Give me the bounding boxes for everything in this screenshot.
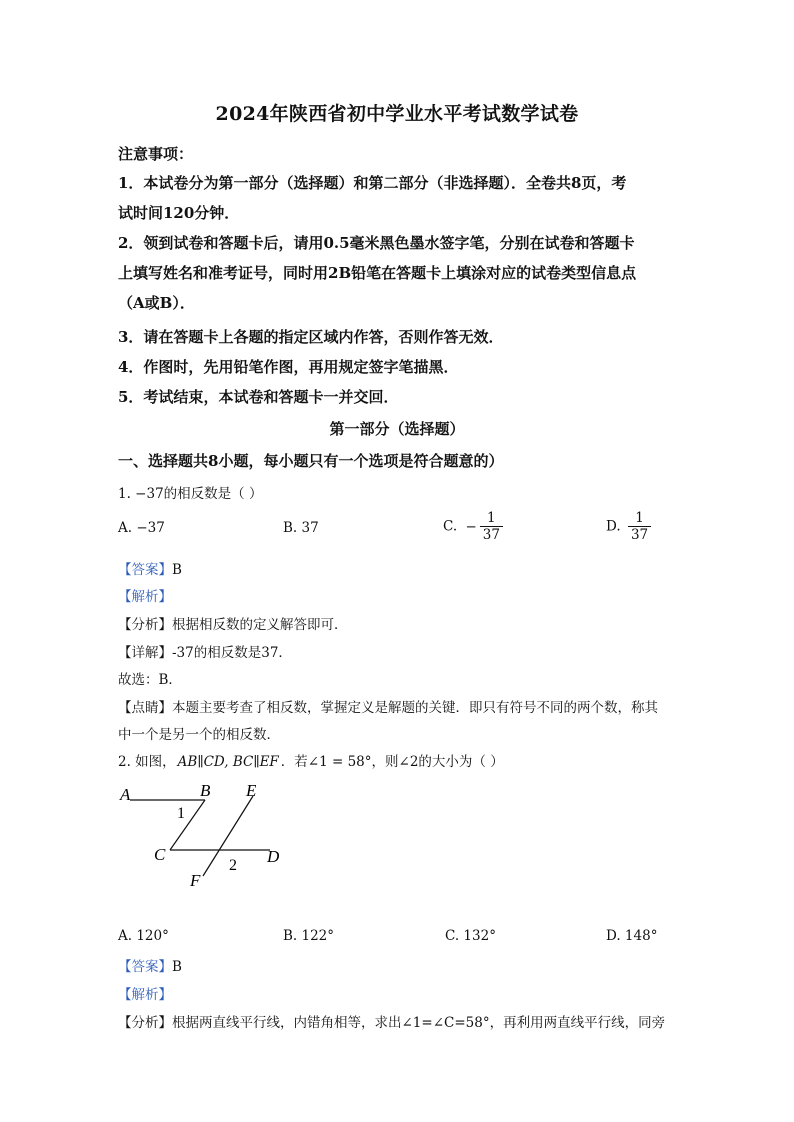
q1-option-c-sign: −: [465, 518, 477, 535]
label-f: F: [190, 871, 201, 890]
q2-option-c: C. 132°: [445, 928, 496, 944]
q2-fenxi: [118, 1011, 665, 1031]
q2-fenxi-tag: 【分析】: [118, 1015, 172, 1031]
q1-conclusion: 故选：B．: [118, 672, 182, 688]
notice-item-4: 4．作图时，先用铅笔作图，再用规定签字笔描黑．: [118, 358, 459, 376]
q2-answer: [118, 955, 182, 975]
q1-fenxi-text: 根据相反数的定义解答即可．: [172, 617, 348, 633]
q2-stem-math: AB∥CD, BC∥EF: [177, 754, 279, 770]
q1-option-d-label: D.: [606, 518, 621, 535]
q2-analysis-tag: 【解析】: [118, 987, 172, 1003]
q1-fenxi: [118, 613, 348, 633]
q2-option-d: D. 148°: [606, 928, 658, 944]
q1-option-c-fraction: [480, 510, 503, 544]
page-title: 2024年陕西省初中学业水平考试数学试卷: [215, 103, 579, 125]
part1-heading: 第一部分（选择题）: [329, 420, 465, 438]
label-e: E: [246, 781, 257, 800]
notice-item-2-line-1: 2．领到试卷和答题卡后，请用0.5毫米黑色墨水签字笔，分别在试卷和答题卡: [118, 234, 635, 252]
q1-dianjing-line-2: 中一个是另一个的相反数．: [118, 727, 280, 743]
label-b: B: [200, 781, 211, 800]
q1-answer: [118, 558, 182, 578]
notice-item-2-line-2: 上填写姓名和准考证号，同时用2B铅笔在答题卡上填涂对应的试卷类型信息点: [118, 264, 637, 282]
q1-dianjing-text-1: 本题主要考查了相反数，掌握定义是解题的关键．即只有符号不同的两个数，称其: [172, 700, 658, 716]
q1-answer-value: B: [172, 562, 182, 578]
q1-fenxi-tag: 【分析】: [118, 617, 172, 633]
q2-stem-rest: ．若∠1 = 58°，则∠2的大小为（ ）: [280, 754, 504, 770]
q1-option-c-numerator: 1: [480, 510, 503, 527]
q1-xiangjie-text: -37的相反数是37．: [172, 645, 292, 661]
q1-option-c: [443, 510, 503, 544]
segment-ef: [203, 796, 253, 876]
notice-item-1-line-2: 试时间120分钟．: [118, 204, 240, 222]
q1-analysis-tag: 【解析】: [118, 589, 172, 605]
notice-heading: 注意事项：: [118, 145, 194, 163]
q1-dianjing-tag: 【点睛】: [118, 700, 172, 716]
q1-xiangjie: [118, 641, 292, 661]
q2-option-a: A. 120°: [118, 928, 169, 944]
q1-option-d-fraction: [628, 510, 651, 544]
label-c: C: [154, 845, 166, 864]
q2-option-b: B. 122°: [283, 928, 335, 944]
notice-item-1-line-1: 1．本试卷分为第一部分（选择题）和第二部分（非选择题）．全卷共8页，考: [118, 174, 627, 192]
q1-dianjing-line-1: [118, 696, 658, 716]
notice-item-2-line-3: （A或B）．: [118, 294, 195, 312]
label-one: 1: [177, 805, 185, 822]
q1-option-d-numerator: 1: [628, 510, 651, 527]
q1-option-d-denominator: 37: [630, 527, 649, 543]
label-a: A: [120, 785, 131, 804]
q1-option-b: B. 37: [283, 520, 319, 536]
notice-item-3: 3．请在答题卡上各题的指定区域内作答，否则作答无效．: [118, 328, 504, 346]
q2-stem-prefix: 2. 如图，: [118, 754, 176, 770]
q2-answer-tag: 【答案】: [118, 959, 172, 975]
q1-option-a: A. −37: [118, 520, 165, 536]
q2-answer-value: B: [172, 959, 182, 975]
q1-option-c-denominator: 37: [482, 527, 500, 543]
q1-option-d: [606, 510, 651, 544]
q1-xiangjie-tag: 【详解】: [118, 645, 172, 661]
q1-option-c-label: C.: [443, 518, 458, 535]
q1-answer-tag: 【答案】: [118, 562, 172, 578]
q1-stem: 1. −37的相反数是（ ）: [118, 486, 263, 502]
label-d: D: [267, 847, 280, 866]
notice-item-5: 5．考试结束，本试卷和答题卡一并交回．: [118, 388, 399, 406]
label-two: 2: [229, 857, 237, 874]
q2-fenxi-text: 根据两直线平行线，内错角相等，求出∠1=∠C=58°，再利用两直线平行线，同旁: [172, 1015, 666, 1031]
section1-heading: 一、选择题共8小题，每小题只有一个选项是符合题意的）: [118, 452, 504, 470]
q2-stem: [118, 750, 504, 770]
q2-figure: [110, 778, 310, 893]
segment-bc: [170, 800, 205, 850]
